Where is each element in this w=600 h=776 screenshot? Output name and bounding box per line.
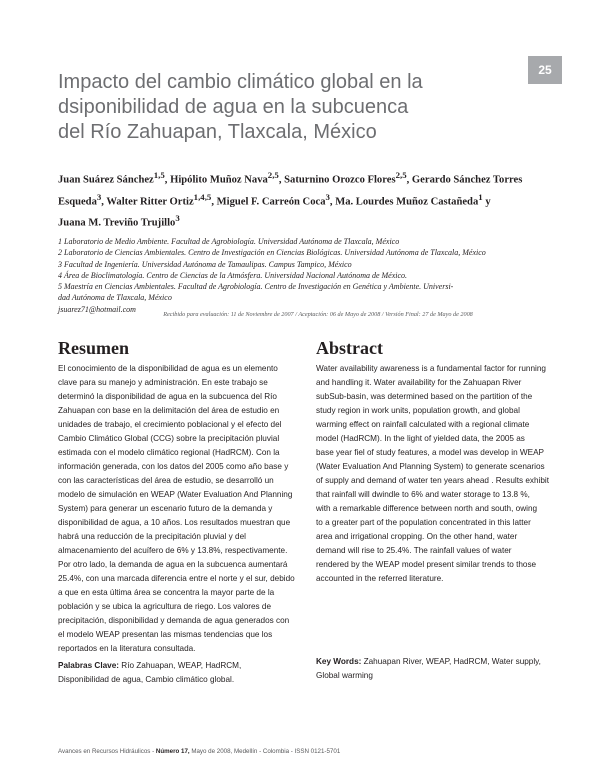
author-name: Juan Suárez Sánchez <box>58 174 154 186</box>
title-line: dsiponibilidad de agua en la subcuenca <box>58 96 409 118</box>
author-affiliation-sup: 3 <box>175 213 180 224</box>
resumen-line: clave para su manejo y administración. En este trabajo se <box>58 378 268 387</box>
abstract-line: subSub-basin, was determined based on the partition of the <box>316 392 533 401</box>
author-list <box>58 167 568 232</box>
keywords-line: Global warming <box>316 671 373 680</box>
keywords-label: Key Words: <box>316 657 362 666</box>
affiliation: 1 Laboratorio de Medio Ambiente. Facultad de Agrobiología. Universidad Autónoma de Tlaxcala, México <box>58 237 400 246</box>
affiliation-list <box>58 236 578 315</box>
author-affiliation-sup: 2,5 <box>267 170 279 180</box>
resumen-line: disponibilidad de agua, a 10 años. Los resultados muestran que <box>58 518 291 527</box>
resumen-line: El conocimiento de la disponibilidad de agua es un elemento <box>58 364 278 373</box>
abstract-line: model (HadRCM). In the light of yielded data, the 2005 as <box>316 434 525 443</box>
abstract-line: of supply and demand of water ten years ahead . Results exhibit <box>316 476 550 485</box>
resumen-line: Cambio Climático Global (CCG) sobre la precipitación pluvial <box>58 434 280 443</box>
author-affiliation-sup: 1,4,5 <box>193 191 212 202</box>
keywords-line <box>58 659 320 673</box>
page-number-badge: 25 <box>528 56 562 84</box>
resumen-line: información generada, con los datos del 2005 como año base y <box>58 462 289 471</box>
abstract-line: that rainfall will dwindle to 6% and water storage to 13.8 %, <box>316 490 530 499</box>
affiliation: 4 Área de Bioclimatología. Centro de Ciencias de la Atmósfera. Universidad Nacional Autónoma de México. <box>58 270 408 280</box>
resumen-heading: Resumen <box>58 338 129 358</box>
affiliation: dad Autónoma de Tlaxcala, México <box>58 293 172 303</box>
resumen-line: a que en esta última área se concentra la mayor parte de la <box>58 588 275 597</box>
abstract-line: study region in work units, population growth, and global <box>316 406 520 415</box>
author-name: , Saturnino Orozco Flores <box>278 174 396 186</box>
author-name: , Hipólito Muñoz Nava <box>164 174 268 186</box>
author-affiliation-sup: 1,5 <box>153 170 165 180</box>
affiliation: 5 Maestría en Ciencias Ambientales. Facultad de Agrobiología. Centro de Investigación en Genética y Ambiente. Universi- <box>58 282 454 292</box>
author-name: , Walter Ritter Ortiz <box>101 196 194 208</box>
author-affiliation-sup: 1 <box>478 191 483 202</box>
author-affiliation-sup: 3 <box>96 191 102 202</box>
issue-details: Mayo de 2008, Medellín - Colombia - ISSN 0121-5701 <box>189 748 341 755</box>
keywords-values: Zahuapan River, WEAP, HadRCM, Water supply, <box>361 657 541 666</box>
article-title <box>58 70 518 145</box>
affiliation: 2 Laboratorio de Ciencias Ambientales. Centro de Investigación en Ciencias Biológicas. Universidad Autónoma de Tlaxcala, México <box>58 248 486 258</box>
author-line <box>58 189 568 211</box>
author-name: Esqueda <box>58 196 97 208</box>
title-line: Impacto del cambio climático global en la <box>58 71 423 93</box>
resumen-line: 25.4%, con una marcada diferencia entre el norte y el sur, debido <box>58 574 295 583</box>
abstract-line: Water availability awareness is a fundamental factor for running <box>316 364 546 373</box>
author-name: , Gerardo Sánchez Torres <box>406 174 523 186</box>
resumen-line: System) para generar un escenario futuro de la demanda y <box>58 504 273 513</box>
author-name: , Ma. Lourdes Muñoz Castañeda <box>329 196 479 208</box>
author-affiliation-sup: 3 <box>325 191 330 202</box>
keywords-line: Disponibilidad de agua, Cambio climático global. <box>58 675 235 684</box>
page-footer <box>58 748 558 755</box>
abstract-line: accounted in the referred literature. <box>316 574 444 583</box>
resumen-line: precipitación, disponibilidad y demanda de agua generados con <box>58 616 290 625</box>
resumen-line: determinó la disponibilidad de agua en la subcuenca del Río <box>58 392 277 401</box>
resumen-keywords <box>58 659 320 687</box>
submission-dates: Recibido para evaluación: 11 de Noviembre de 2007 / Aceptación: 06 de Mayo de 2008 / Versión Final: 27 de Mayo de 2008 <box>163 311 473 318</box>
abstract-line: to a greater part of the population concentrated in this latter <box>316 518 531 527</box>
resumen-line: el modelo WEAP presentan las mismas tendencias que los <box>58 630 273 639</box>
resumen-line: modelo de simulación en WEAP (Water Evaluation And Planning <box>58 490 293 499</box>
resumen-line: población y se ubica la agricultura de riego. Los valores de <box>58 602 272 611</box>
resumen-line: Por otro lado, la demanda de agua en la subcuenca aumentará <box>58 560 288 569</box>
resumen-line: reportados en la literatura consultada. <box>58 644 196 653</box>
keywords-label: Palabras Clave: <box>58 661 119 670</box>
contact-email[interactable]: jsuarez71@hotmail.com <box>58 304 136 314</box>
abstract-line: (Water Evaluation And Planning System) to generate scenarios <box>316 462 545 471</box>
resumen-line: unidades de trabajo, el crecimiento poblacional y el efecto del <box>58 420 282 429</box>
author-line <box>58 167 568 189</box>
keywords-line <box>316 655 578 669</box>
abstract-line: and handling it. Water availability for the Zahuapan River <box>316 378 522 387</box>
abstract-line: demand will rise to 25.4%. The rainfall values of water <box>316 546 512 555</box>
abstract-heading: Abstract <box>316 338 383 358</box>
journal-name: Avances en Recursos Hidráulicos - <box>58 748 156 755</box>
affiliation: 3 Facultad de Ingeniería. Universidad Autónoma de Tamaulipas. Campus Tampico, México <box>58 259 352 269</box>
abstract-line: rendered by the WEAP model present similar trends to those <box>316 560 537 569</box>
issue-number: Número 17, <box>155 748 190 755</box>
resumen-line: almacenamiento del acuífero de 6% y 13.8%, respectivamente. <box>58 546 288 555</box>
abstract-line: area and irrigational cropping. On the other hand, water <box>316 532 518 541</box>
resumen-line: habrá una reducción de la precipitación pluvial y del <box>58 532 246 541</box>
resumen-body <box>58 362 320 656</box>
abstract-line: warming effect on rainfall calculated with a regional climate <box>316 420 530 429</box>
author-name: , Miguel F. Carreón Coca <box>211 196 326 208</box>
resumen-line: con las características del área de estudio, se desarrolló un <box>58 476 274 485</box>
author-name: Juana M. Treviño Trujillo <box>58 217 176 229</box>
abstract-line: base year fiel of study features, a model was develop in WEAP <box>316 448 545 457</box>
author-name: y <box>482 196 491 208</box>
abstract-keywords <box>316 655 578 683</box>
resumen-line: estimada con el modelo climático regional (HadRCM). Con la <box>58 448 280 457</box>
abstract-line: with a remarkable difference between north and south, owing <box>316 504 538 513</box>
abstract-body <box>316 362 578 586</box>
author-affiliation-sup: 2,5 <box>395 170 407 180</box>
keywords-values: Río Zahuapan, WEAP, HadRCM, <box>119 661 242 670</box>
resumen-line: Zahuapan con base en la delimitación del área de estudio en <box>58 406 280 415</box>
author-line <box>58 210 568 232</box>
title-line: del Río Zahuapan, Tlaxcala, México <box>58 121 377 143</box>
